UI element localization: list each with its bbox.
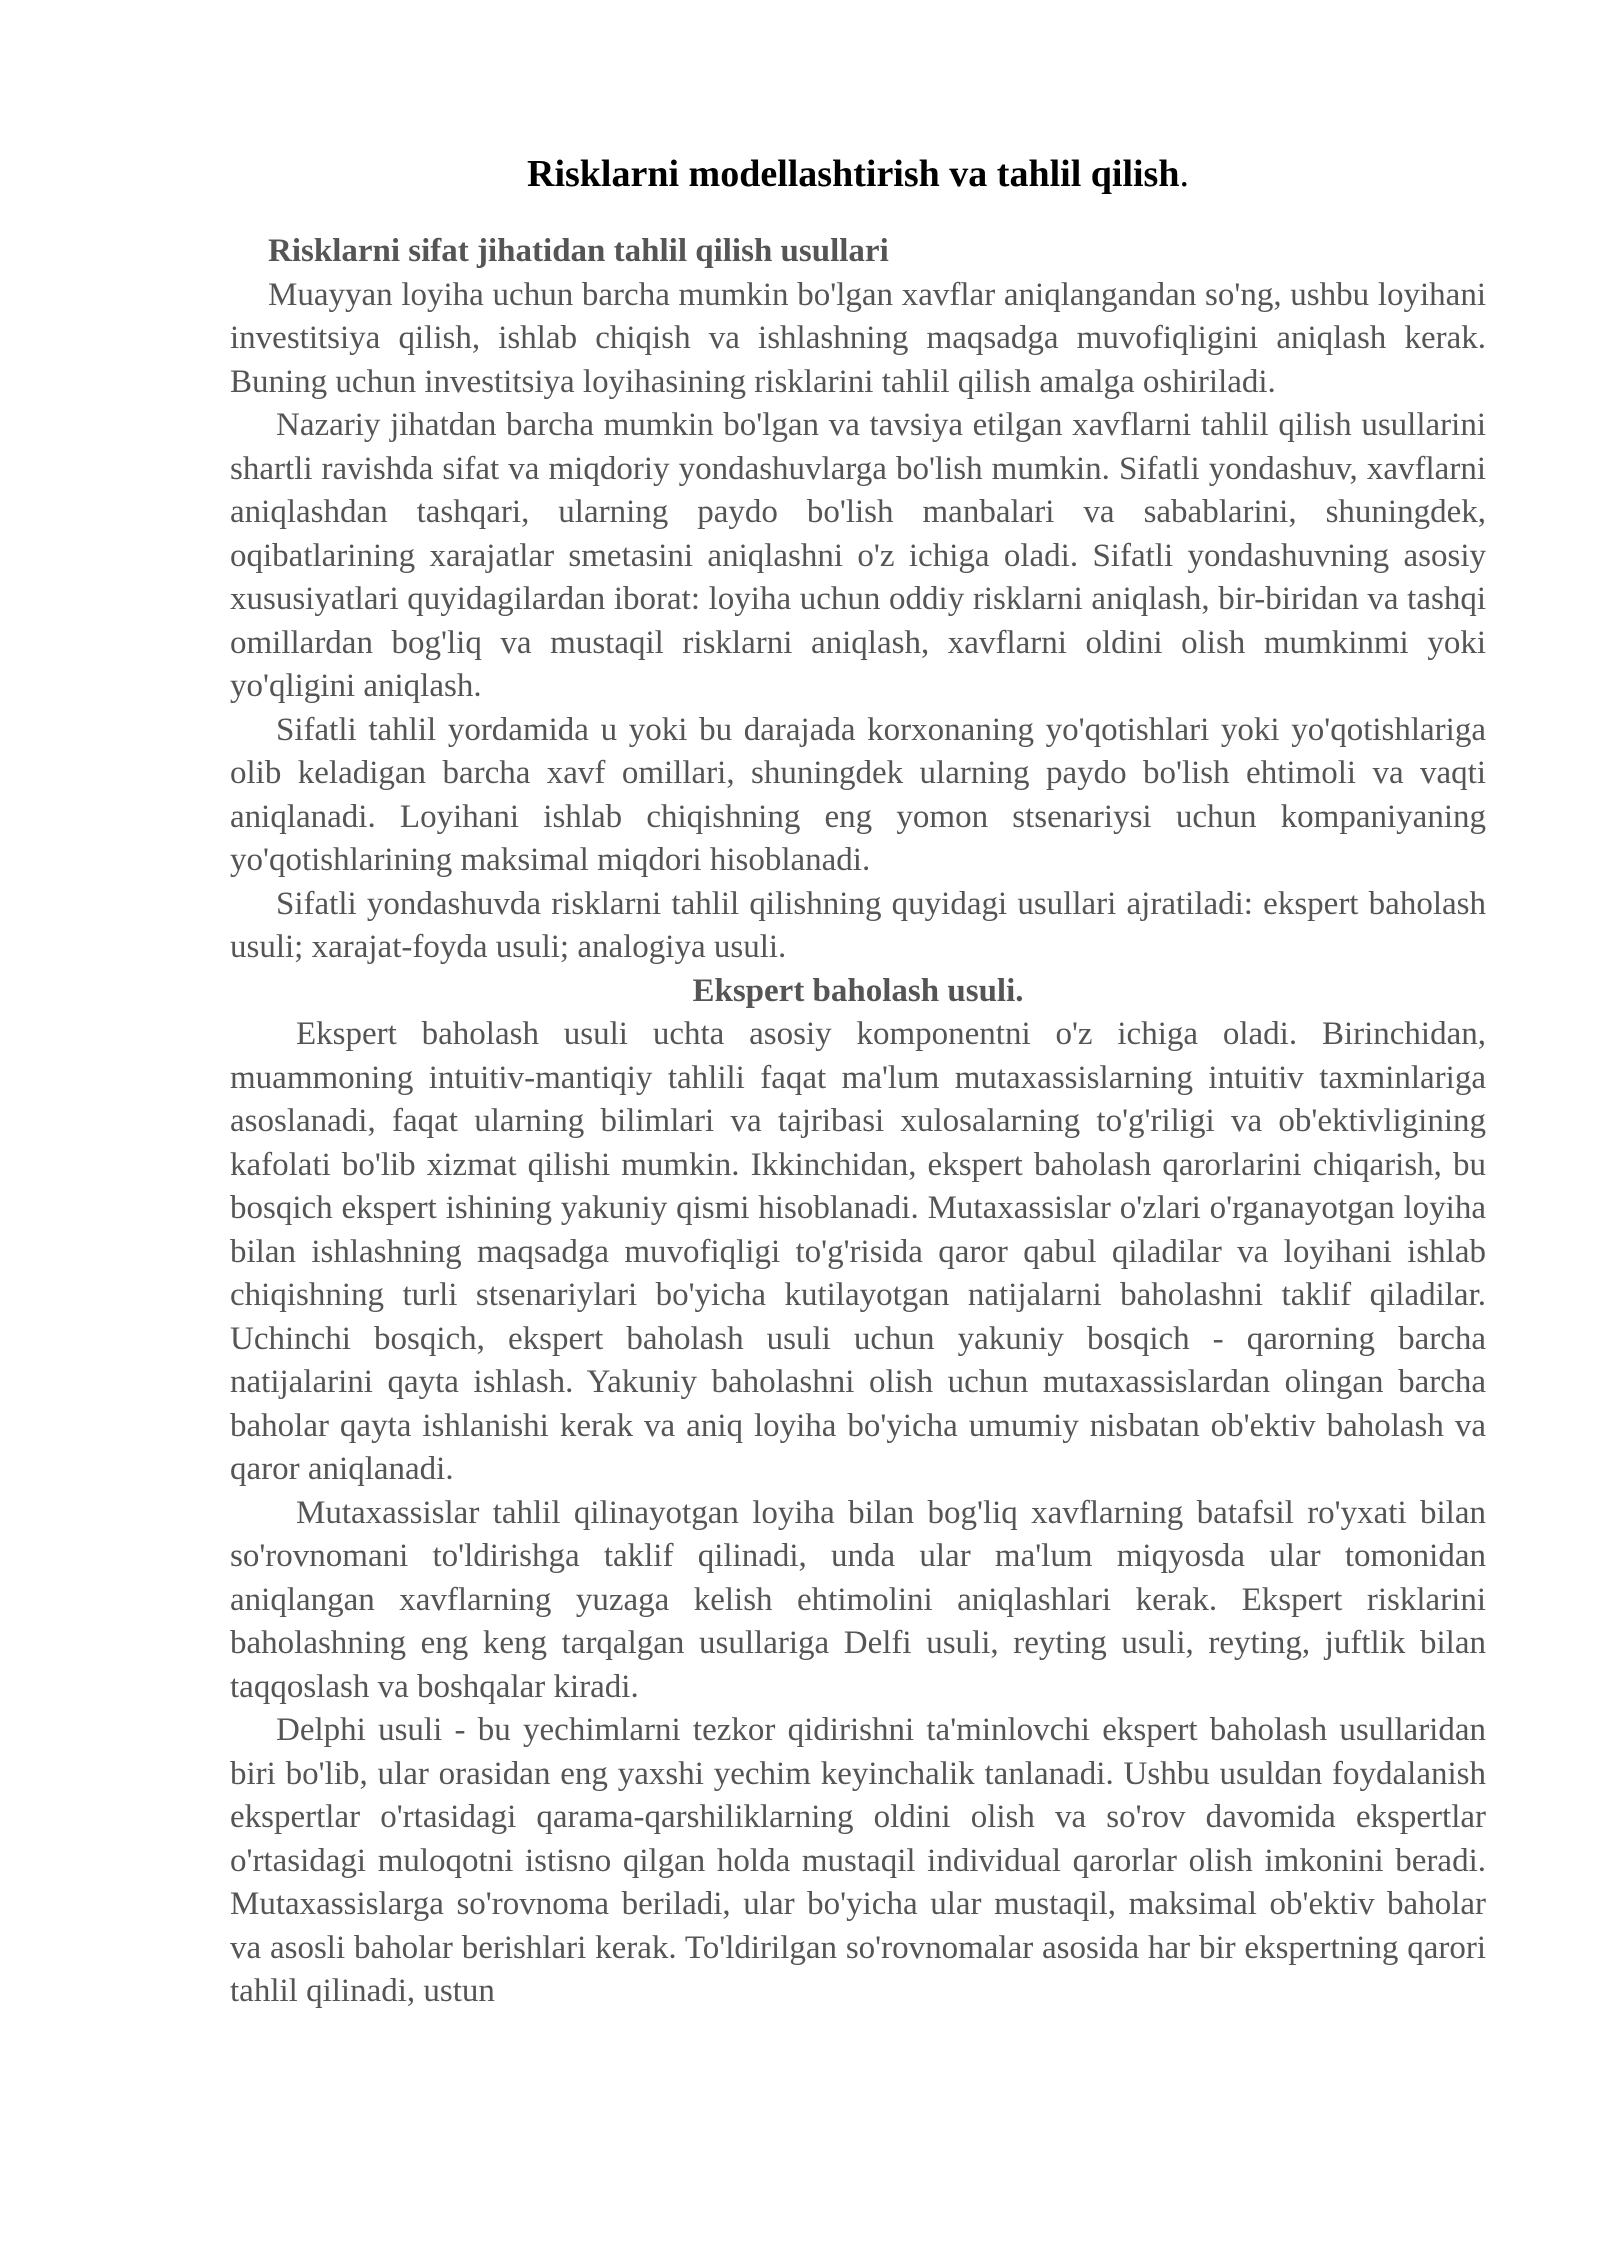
paragraph: Ekspert baholash usuli uchta asosiy komponentni o'z ichiga oladi. Birinchidan, muammoning intuitiv-mantiqiy tahlili faqat ma'lum mutaxassislarning intuitiv taxminlariga asoslanadi, faqat ularning bilimlari va tajribasi xulosalarning to'g'riligi va ob'ektivligining kafolati bo'lib xizmat qilishi mumkin. Ikkinchidan, ekspert baholash qarorlarini chiqarish, bu bosqich ekspert ishining yakuniy qismi hisoblanadi. Mutaxassislar o'zlari o'rganayotgan loyiha bilan ishlashning maqsadga muvofiqligi to'g'risida qaror qabul qiladilar va loyihani ishlab chiqishning turli stsenariylari bo'yicha kutilayotgan natijalarni baholashni taklif qiladilar. Uchinchi bosqich, ekspert baholash usuli uchun yakuniy bosqich - qarorning barcha natijalarini qayta ishlash. Yakuniy baholashni olish uchun mutaxassislardan olingan barcha baholar qayta ishlanishi kerak va aniq loyiha bo'yicha umumiy nisbatan ob'ektiv baholash va qaror aniqlanadi. bbox=[230, 1016, 1486, 1487]
subsection-heading: Ekspert baholash usuli. bbox=[692, 972, 1024, 1009]
paragraph: Delphi usuli - bu yechimlarni tezkor qidirishni ta'minlovchi ekspert baholash usullaridan biri bo'lib, ular orasidan eng yaxshi yechim keyinchalik tanlanadi. Ushbu usuldan foydalanish ekspertlar o'rtasidagi qarama-qarshiliklarning oldini olish va so'rov davomida ekspertlar o'rtasidagi muloqotni istisno qilgan holda mustaqil individual qarorlar olish imkonini beradi. Mutaxassislarga so'rovnoma beriladi, ular bo'yicha ular mustaqil, maksimal ob'ektiv baholar va asosli baholar berishlari kerak. To'ldirilgan so'rovnomalar asosida har bir ekspertning qarori tahlil qilinadi, ustun bbox=[230, 1712, 1486, 2009]
paragraph: Mutaxassislar tahlil qilinayotgan loyiha bilan bog'liq xavflarning batafsil ro'yxati bilan so'rovnomani to'ldirishga taklif qilinadi, unda ular ma'lum miqyosda ular tomonidan aniqlangan xavflarning yuzaga kelish ehtimolini aniqlashlari kerak. Ekspert risklarini baholashning eng keng tarqalgan usullariga Delfi usuli, reyting usuli, reyting, juftlik bilan taqqoslash va boshqalar kiradi. bbox=[230, 1494, 1486, 1705]
document-body bbox=[230, 150, 1486, 2014]
paragraph: Sifatli yondashuvda risklarni tahlil qilishning quyidagi usullari ajratiladi: ekspert baholash usuli; xarajat-foyda usuli; analogiya usuli. bbox=[230, 885, 1486, 965]
paragraph: Nazariy jihatdan barcha mumkin bo'lgan va tavsiya etilgan xavflarni tahlil qilish usullarini shartli ravishda sifat va miqdoriy yondashuvlarga bo'lish mumkin. Sifatli yondashuv, xavflarni aniqlashdan tashqari, ularning paydo bo'lish manbalari va sabablarini, shuningdek, oqibatlarining xarajatlar smetasini aniqlashni o'z ichiga oladi. Sifatli yondashuvning asosiy xususiyatlari quyidagilardan iborat: loyiha uchun oddiy risklarni aniqlash, bir-biridan va tashqi omillardan bog'liq va mustaqil risklarni aniqlash, xavflarni oldini olish mumkinmi yoki yo'qligini aniqlash. bbox=[230, 407, 1486, 704]
document-title bbox=[230, 150, 1486, 198]
document-title-period: . bbox=[1179, 153, 1189, 195]
document-title-text: Risklarni modellashtirish va tahlil qilish bbox=[527, 153, 1180, 195]
paragraph: Sifatli tahlil yordamida u yoki bu darajada korxonaning yo'qotishlari yoki yo'qotishlariga olib keladigan barcha xavf omillari, shuningdek ularning paydo bo'lish ehtimoli va vaqti aniqlanadi. Loyihani ishlab chiqishning eng yomon stsenariysi uchun kompaniyaning yo'qotishlarining maksimal miqdori hisoblanadi. bbox=[230, 711, 1486, 878]
paragraph: Muayyan loyiha uchun barcha mumkin bo'lgan xavflar aniqlangandan so'ng, ushbu loyihani investitsiya qilish, ishlab chiqish va ishlashning maqsadga muvofiqligini aniqlash kerak. Buning uchun investitsiya loyihasining risklarini tahlil qilish amalga oshiriladi. bbox=[230, 276, 1486, 400]
section-heading: Risklarni sifat jihatidan tahlil qilish usullari bbox=[268, 233, 889, 269]
